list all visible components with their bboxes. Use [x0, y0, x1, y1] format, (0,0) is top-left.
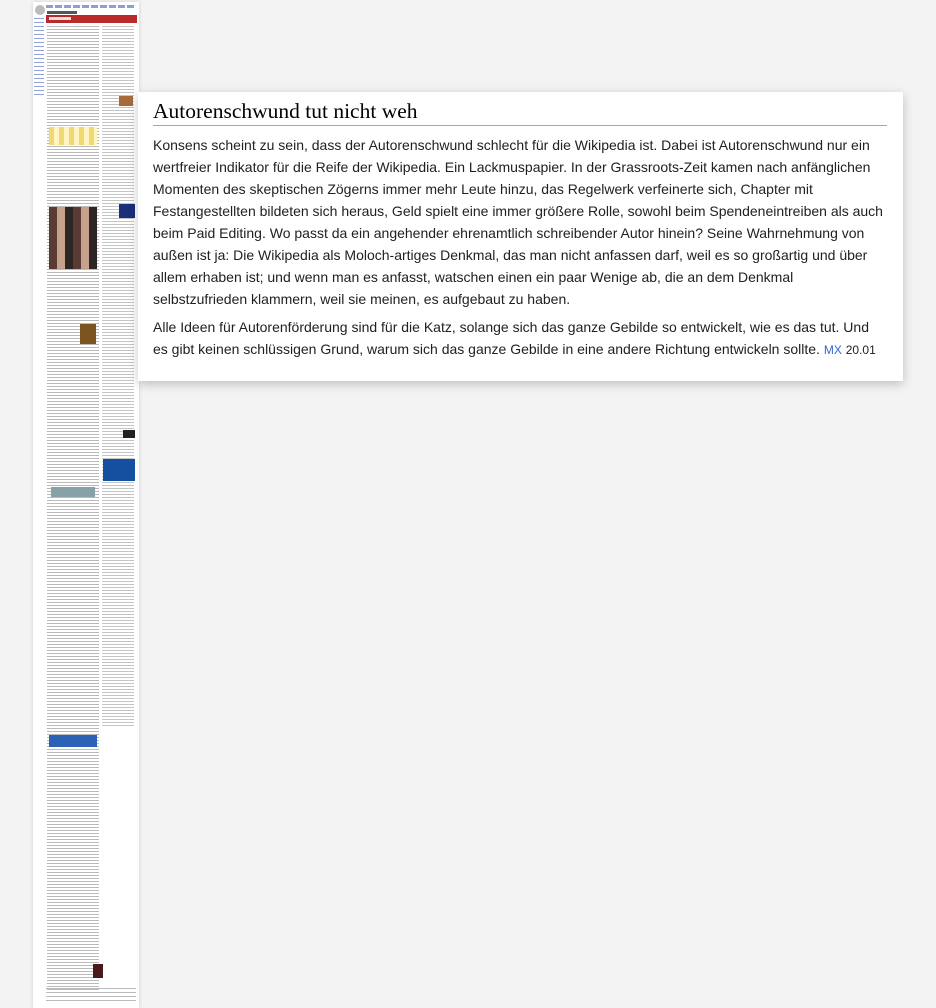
thumbnail-image — [119, 96, 133, 106]
thumbnail-top-bar — [46, 5, 136, 8]
signature-link[interactable]: MX — [823, 343, 842, 357]
section-preview-popup — [138, 92, 903, 381]
thumbnail-right-column — [102, 26, 134, 726]
section-paragraph: Konsens scheint zu sein, dass der Autorenschwund schlecht für die Wikipedia ist. Dabei ist Autorenschwund nur ein wertfreier Indikator für die Reife der Wikipedia. Ein Lackmuspapier. In der Grassroots-Zeit kamen nach anfänglichen Momenten des skeptischen Zögerns immer mehr Leute hinzu, das Regelwerk verfeinerte sich, Chapter mit Festangestellten bildeten sich heraus, Geld spielt eine immer größere Rolle, sowohl beim Spendeneintreiben als auch beim Paid Editing. Wo passt da ein angehender ehrenamtlich schreibender Autor hinein? Seine Wahrnehmung von außen ist ja: Die Wikipedia als Moloch-artiges Denkmal, das man nicht anfassen darf, weil es so großartig und über allem erhaben ist; und wenn man es anfasst, watschen einen ein paar Wenige ab, die an dem Denkmal selbstzufrieden klammern, weil sie meinen, es aufgebaut zu haben. — [153, 137, 883, 307]
thumbnail-image — [93, 964, 103, 978]
thumbnail-footer — [46, 988, 136, 1002]
thumbnail-image — [119, 204, 135, 218]
page-thumbnail[interactable] — [33, 2, 139, 1008]
thumbnail-main-column — [47, 26, 99, 994]
wiki-logo-icon — [35, 5, 45, 15]
thumbnail-image — [51, 487, 95, 497]
thumbnail-photo-grid — [49, 207, 97, 269]
thumbnail-sidebar — [34, 18, 44, 98]
thumbnail-header-bar — [46, 15, 137, 23]
section-heading: Autorenschwund tut nicht weh — [153, 99, 887, 126]
signature-timestamp: 20.01 — [845, 343, 876, 357]
thumbnail-site-name — [47, 11, 77, 14]
paragraph-text: Alle Ideen für Autorenförderung sind für die Katz, solange sich das ganze Gebilde so entwickelt, wie es das tut. Und es gibt keinen schlüssigen Grund, warum sich das ganze Gebilde in eine andere Richtung entwickeln sollte. — [153, 319, 869, 357]
thumbnail-image — [103, 459, 135, 481]
thumbnail-image — [123, 430, 135, 438]
section-paragraph-last — [153, 316, 887, 361]
thumbnail-image — [80, 324, 96, 344]
thumbnail-banner — [49, 735, 97, 747]
thumbnail-table — [49, 127, 97, 145]
